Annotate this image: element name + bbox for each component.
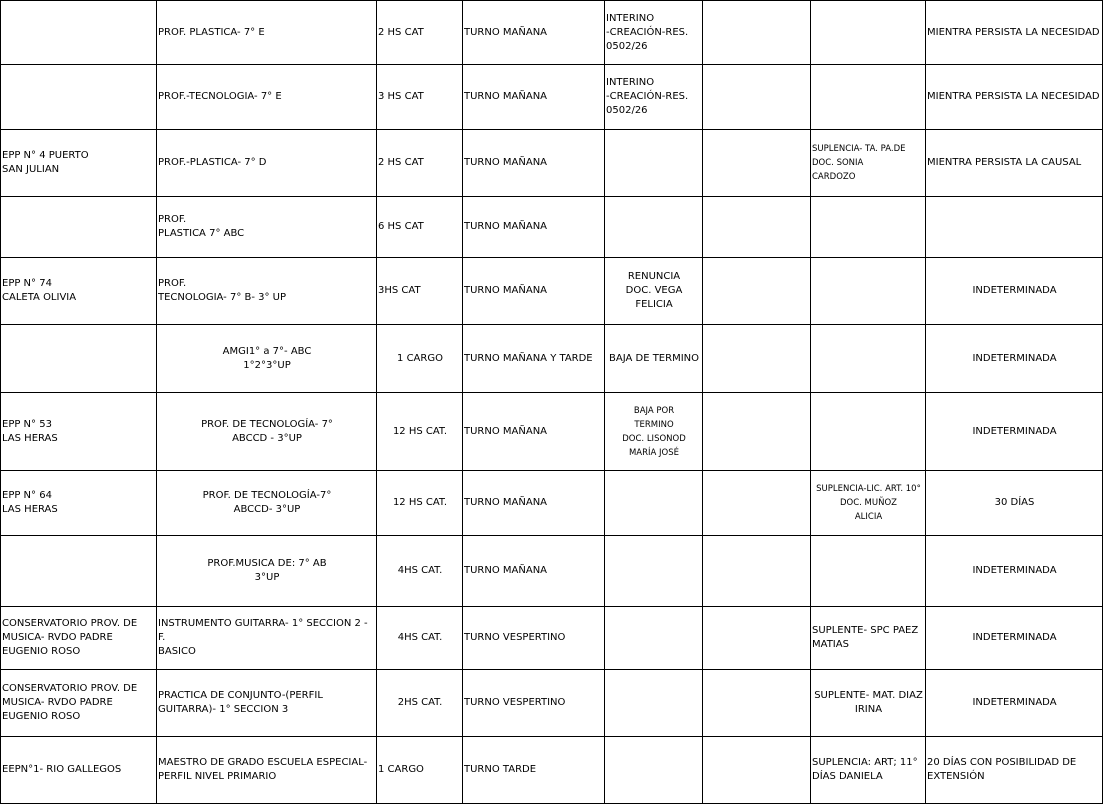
hours-cell: 2 HS CAT	[377, 130, 463, 197]
hours-cell: 4HS CAT.	[377, 607, 463, 670]
table-row	[1, 393, 1103, 471]
school-cell: EPP N° 64 LAS HERAS	[1, 471, 157, 536]
empty-cell	[703, 536, 811, 607]
school-cell	[1, 1, 157, 65]
school-cell: EPP N° 53 LAS HERAS	[1, 393, 157, 471]
substitution-cell	[811, 393, 926, 471]
duration-cell: INDETERMINADA	[926, 670, 1103, 737]
hours-cell: 3 HS CAT	[377, 65, 463, 130]
shift-cell: TURNO MAÑANA	[463, 536, 605, 607]
duration-cell: INDETERMINADA	[926, 393, 1103, 471]
table-row	[1, 325, 1103, 393]
empty-cell	[703, 670, 811, 737]
substitution-cell: SUPLENCIA- TA. PA.DE DOC. SONIA CARDOZO	[811, 130, 926, 197]
duration-cell: INDETERMINADA	[926, 607, 1103, 670]
school-cell	[1, 197, 157, 258]
hours-cell: 1 CARGO	[377, 325, 463, 393]
empty-cell	[703, 607, 811, 670]
duration-cell: INDETERMINADA	[926, 325, 1103, 393]
school-cell: EEPN°1- RIO GALLEGOS	[1, 737, 157, 804]
hours-cell: 4HS CAT.	[377, 536, 463, 607]
hours-cell: 1 CARGO	[377, 737, 463, 804]
table-row	[1, 258, 1103, 325]
hours-cell: 6 HS CAT	[377, 197, 463, 258]
reason-cell	[605, 471, 703, 536]
position-cell: PROF.-PLASTICA- 7° D	[157, 130, 377, 197]
hours-cell: 3HS CAT	[377, 258, 463, 325]
substitution-cell: SUPLENTE- SPC PAEZ MATIAS	[811, 607, 926, 670]
empty-cell	[703, 65, 811, 130]
position-cell: AMGI1° a 7°- ABC 1°2°3°UP	[157, 325, 377, 393]
shift-cell: TURNO VESPERTINO	[463, 670, 605, 737]
substitution-cell	[811, 258, 926, 325]
substitution-cell: SUPLENTE- MAT. DIAZ IRINA	[811, 670, 926, 737]
table-row	[1, 471, 1103, 536]
substitution-cell	[811, 536, 926, 607]
duration-cell: 30 DÍAS	[926, 471, 1103, 536]
hours-cell: 2 HS CAT	[377, 1, 463, 65]
position-cell: INSTRUMENTO GUITARRA- 1° SECCION 2 - F. BASICO	[157, 607, 377, 670]
table-row	[1, 197, 1103, 258]
position-cell: PROF. TECNOLOGIA- 7° B- 3° UP	[157, 258, 377, 325]
hours-cell: 2HS CAT.	[377, 670, 463, 737]
position-cell: PROF. DE TECNOLOGÍA- 7° ABCCD - 3°UP	[157, 393, 377, 471]
school-cell	[1, 536, 157, 607]
table-row	[1, 1, 1103, 65]
empty-cell	[703, 325, 811, 393]
duration-cell: MIENTRA PERSISTA LA NECESIDAD	[926, 65, 1103, 130]
duration-cell: MIENTRA PERSISTA LA CAUSAL	[926, 130, 1103, 197]
duration-cell: MIENTRA PERSISTA LA NECESIDAD	[926, 1, 1103, 65]
shift-cell: TURNO MAÑANA	[463, 393, 605, 471]
position-cell: PROF.MUSICA DE: 7° AB 3°UP	[157, 536, 377, 607]
substitution-cell	[811, 1, 926, 65]
empty-cell	[703, 258, 811, 325]
shift-cell: TURNO TARDE	[463, 737, 605, 804]
school-cell	[1, 325, 157, 393]
table-row	[1, 607, 1103, 670]
empty-cell	[703, 1, 811, 65]
table-row	[1, 737, 1103, 804]
position-cell: PROF. PLASTICA- 7° E	[157, 1, 377, 65]
substitution-cell	[811, 325, 926, 393]
empty-cell	[703, 737, 811, 804]
reason-cell: INTERINO -CREACIÓN-RES. 0502/26	[605, 65, 703, 130]
duration-cell: INDETERMINADA	[926, 258, 1103, 325]
substitution-cell: SUPLENCIA: ART; 11° DÍAS DANIELA	[811, 737, 926, 804]
duration-cell: 20 DÍAS CON POSIBILIDAD DE EXTENSIÓN	[926, 737, 1103, 804]
shift-cell: TURNO MAÑANA	[463, 258, 605, 325]
reason-cell	[605, 536, 703, 607]
shift-cell: TURNO MAÑANA	[463, 1, 605, 65]
school-cell: EPP N° 74 CALETA OLIVIA	[1, 258, 157, 325]
position-cell: PROF.-TECNOLOGIA- 7° E	[157, 65, 377, 130]
table-row	[1, 130, 1103, 197]
duration-cell: INDETERMINADA	[926, 536, 1103, 607]
empty-cell	[703, 393, 811, 471]
shift-cell: TURNO MAÑANA	[463, 130, 605, 197]
substitution-cell	[811, 65, 926, 130]
position-cell: MAESTRO DE GRADO ESCUELA ESPECIAL- PERFIL NIVEL PRIMARIO	[157, 737, 377, 804]
school-cell: EPP N° 4 PUERTO SAN JULIAN	[1, 130, 157, 197]
school-cell	[1, 65, 157, 130]
shift-cell: TURNO MAÑANA Y TARDE	[463, 325, 605, 393]
reason-cell	[605, 130, 703, 197]
empty-cell	[703, 471, 811, 536]
table-row	[1, 65, 1103, 130]
shift-cell: TURNO MAÑANA	[463, 197, 605, 258]
shift-cell: TURNO VESPERTINO	[463, 607, 605, 670]
reason-cell	[605, 607, 703, 670]
reason-cell: BAJA DE TERMINO	[605, 325, 703, 393]
reason-cell	[605, 670, 703, 737]
empty-cell	[703, 197, 811, 258]
position-cell: PRACTICA DE CONJUNTO-(PERFIL GUITARRA)- 1° SECCION 3	[157, 670, 377, 737]
reason-cell	[605, 197, 703, 258]
reason-cell: BAJA POR TERMINO DOC. LISONOD MARÍA JOSÉ	[605, 393, 703, 471]
shift-cell: TURNO MAÑANA	[463, 471, 605, 536]
hours-cell: 12 HS CAT.	[377, 471, 463, 536]
reason-cell: INTERINO -CREACIÓN-RES. 0502/26	[605, 1, 703, 65]
reason-cell	[605, 737, 703, 804]
substitution-cell	[811, 197, 926, 258]
table-row	[1, 536, 1103, 607]
duration-cell	[926, 197, 1103, 258]
position-cell: PROF. DE TECNOLOGÍA-7° ABCCD- 3°UP	[157, 471, 377, 536]
school-cell: CONSERVATORIO PROV. DE MUSICA- RVDO PADRE EUGENIO ROSO	[1, 607, 157, 670]
substitution-cell: SUPLENCIA-LIC. ART. 10° DOC. MUÑOZ ALICIA	[811, 471, 926, 536]
school-cell: CONSERVATORIO PROV. DE MUSICA- RVDO PADRE EUGENIO ROSO	[1, 670, 157, 737]
hours-cell: 12 HS CAT.	[377, 393, 463, 471]
empty-cell	[703, 130, 811, 197]
table-row	[1, 670, 1103, 737]
shift-cell: TURNO MAÑANA	[463, 65, 605, 130]
reason-cell: RENUNCIA DOC. VEGA FELICIA	[605, 258, 703, 325]
position-cell: PROF. PLASTICA 7° ABC	[157, 197, 377, 258]
